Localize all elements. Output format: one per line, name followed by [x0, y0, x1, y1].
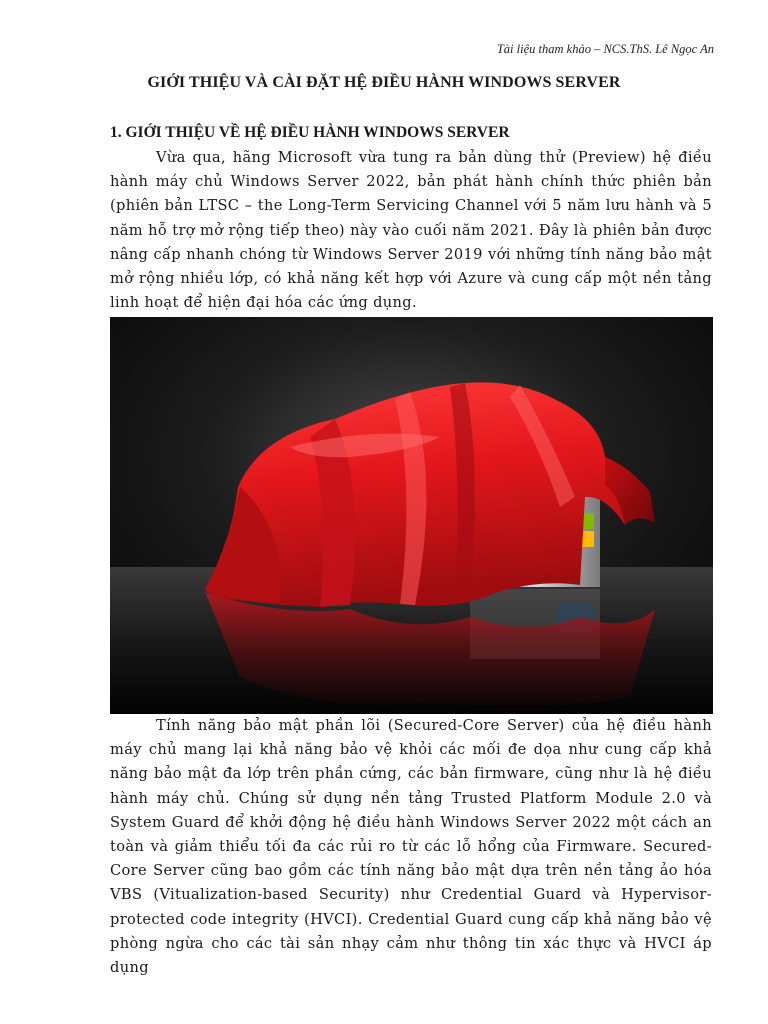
- reference-note: Tài liệu tham khảo – NCS.ThS. Lê Ngọc An: [496, 42, 714, 56]
- paragraph-secured-core-text: Tính năng bảo mật phần lõi (Secured-Core Server) của hệ điều hành máy chủ mang lại khả năng bảo vệ khỏi các mối đe dọa như cung cấp khả năng bảo mật đa lớp trên phần cứng, các bản firmware, cũng như là hệ điều hành máy chủ. Chúng sử dụng nền tảng Trusted Platform Module 2.0 và System Guard để khởi động hệ điều hành Windows Server 2022 một cách an toàn và giảm thiểu tối đa các rủi ro từ các lỗ hổng của Firmware. Secured-Core Server cũng bao gồm các tính năng bảo mật dựa trên nền tảng ảo hóa VBS (Vitualization-based Security) như Credential Guard và Hypervisor-protected code integrity (HVCI). Credential Guard cung cấp khả năng bảo vệ phòng ngừa cho các tài sản nhạy cảm như thông tin xác thực và HVCI áp dụng: [110, 717, 712, 977]
- paragraph-secured-core: [110, 714, 712, 980]
- section-heading: 1. GIỚI THIỆU VỀ HỆ ĐIỀU HÀNH WINDOWS SERVER: [110, 124, 510, 141]
- document-title: GIỚI THIỆU VÀ CÀI ĐẶT HỆ ĐIỀU HÀNH WINDOWS SERVER: [147, 74, 621, 91]
- paragraph-intro: [110, 146, 712, 315]
- paragraph-intro-text: Vừa qua, hãng Microsoft vừa tung ra bản dùng thử (Preview) hệ điều hành máy chủ Windows Server 2022, bản phát hành chính thức phiên bản (phiên bản LTSC – the Long-Term Servicing Channel với 5 năm lưu hành và 5 năm hỗ trợ mở rộng tiếp theo) này vào cuối năm 2021. Đây là phiên bản được nâng cấp nhanh chóng từ Windows Server 2019 với những tính năng bảo mật mở rộng nhiều lớp, có khả năng kết hợp với Azure và cung cấp một nền tảng linh hoạt để hiện đại hóa các ứng dụng.: [110, 149, 712, 312]
- windows-server-illustration: [110, 317, 713, 714]
